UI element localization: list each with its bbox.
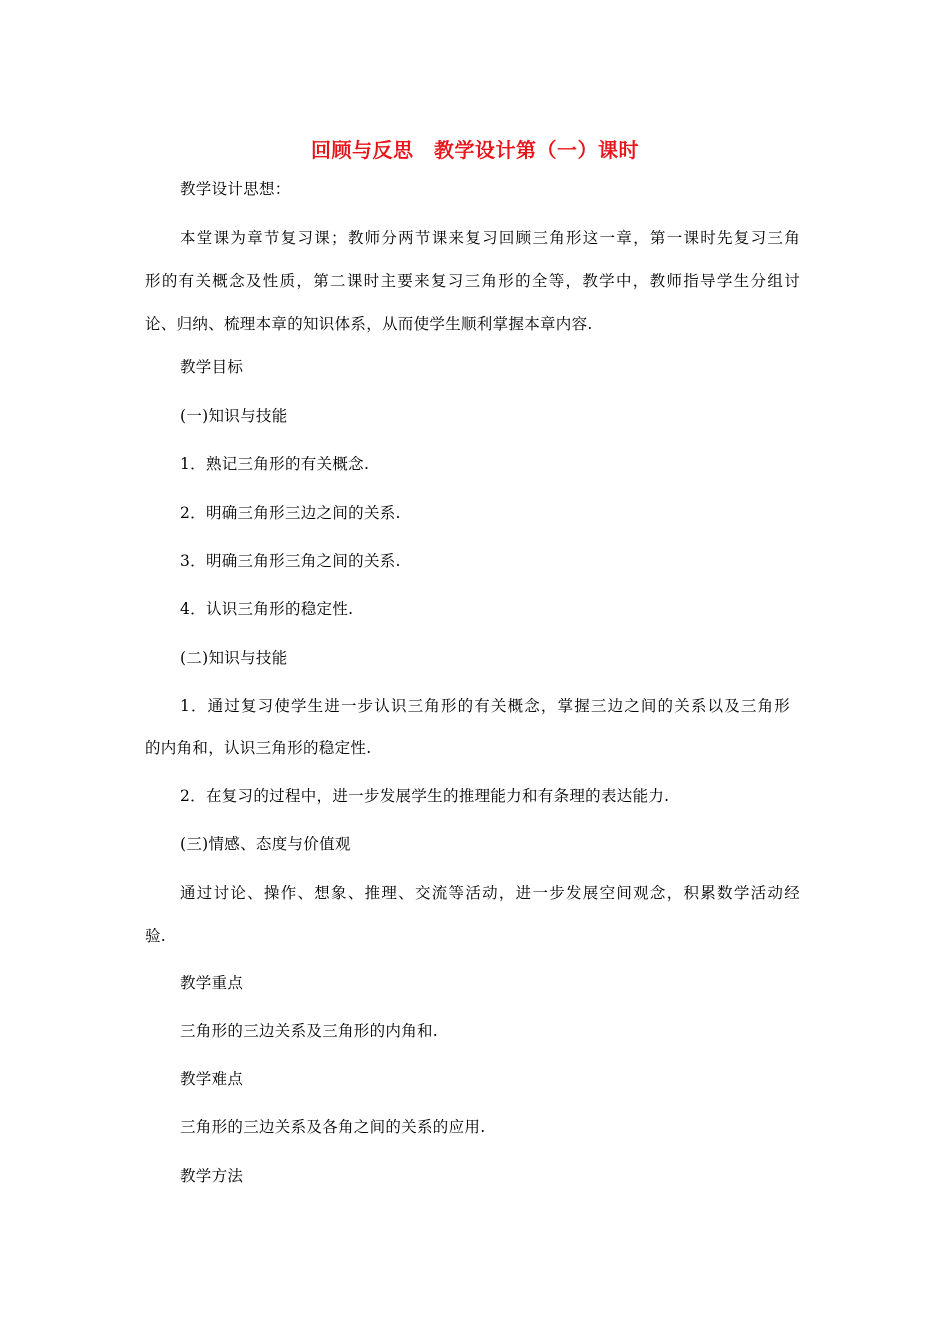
key-points-text: 三角形的三边关系及三角形的内角和.	[180, 1022, 439, 1040]
section-2-item-1-line-1: 1．通过复习使学生进一步认识三角形的有关概念，掌握三边之间的关系以及三角形	[180, 697, 790, 715]
section-2-item-1-line-2: 的内角和，认识三角形的稳定性.	[145, 739, 372, 757]
section-1-item-3: 3．明确三角形三角之间的关系.	[180, 552, 401, 570]
difficulties-heading: 教学难点	[180, 1070, 244, 1088]
design-para-line-1: 本堂课为章节复习课；教师分两节课来复习回顾三角形这一章，第一课时先复习三角	[180, 229, 800, 247]
section-1-item-4: 4．认识三角形的稳定性.	[180, 600, 354, 618]
section-1-item-1: 1．熟记三角形的有关概念.	[180, 455, 370, 473]
key-points-heading: 教学重点	[180, 974, 244, 992]
difficulties-text: 三角形的三边关系及各角之间的关系的应用.	[180, 1118, 486, 1136]
section-3-para-line-1: 通过讨论、操作、想象、推理、交流等活动，进一步发展空间观念，积累数学活动经	[180, 884, 800, 902]
design-thought-heading: 教学设计思想：	[180, 180, 291, 198]
section-2-heading: (二)知识与技能	[180, 649, 288, 667]
document-title: 回顾与反思 教学设计第（一）课时	[311, 138, 639, 162]
section-1-item-2: 2．明确三角形三边之间的关系.	[180, 504, 401, 522]
design-para-line-2: 形的有关概念及性质，第二课时主要来复习三角形的全等，教学中，教师指导学生分组讨	[145, 272, 800, 290]
section-1-heading: (一)知识与技能	[180, 407, 288, 425]
design-para-line-3: 论、归纳、梳理本章的知识体系，从而使学生顺利掌握本章内容.	[145, 315, 593, 333]
section-3-heading: (三)情感、态度与价值观	[180, 835, 351, 853]
goals-heading: 教学目标	[180, 358, 244, 376]
methods-heading: 教学方法	[180, 1167, 244, 1185]
section-2-item-2: 2．在复习的过程中，进一步发展学生的推理能力和有条理的表达能力.	[180, 787, 670, 805]
section-3-para-line-2: 验.	[145, 927, 167, 945]
